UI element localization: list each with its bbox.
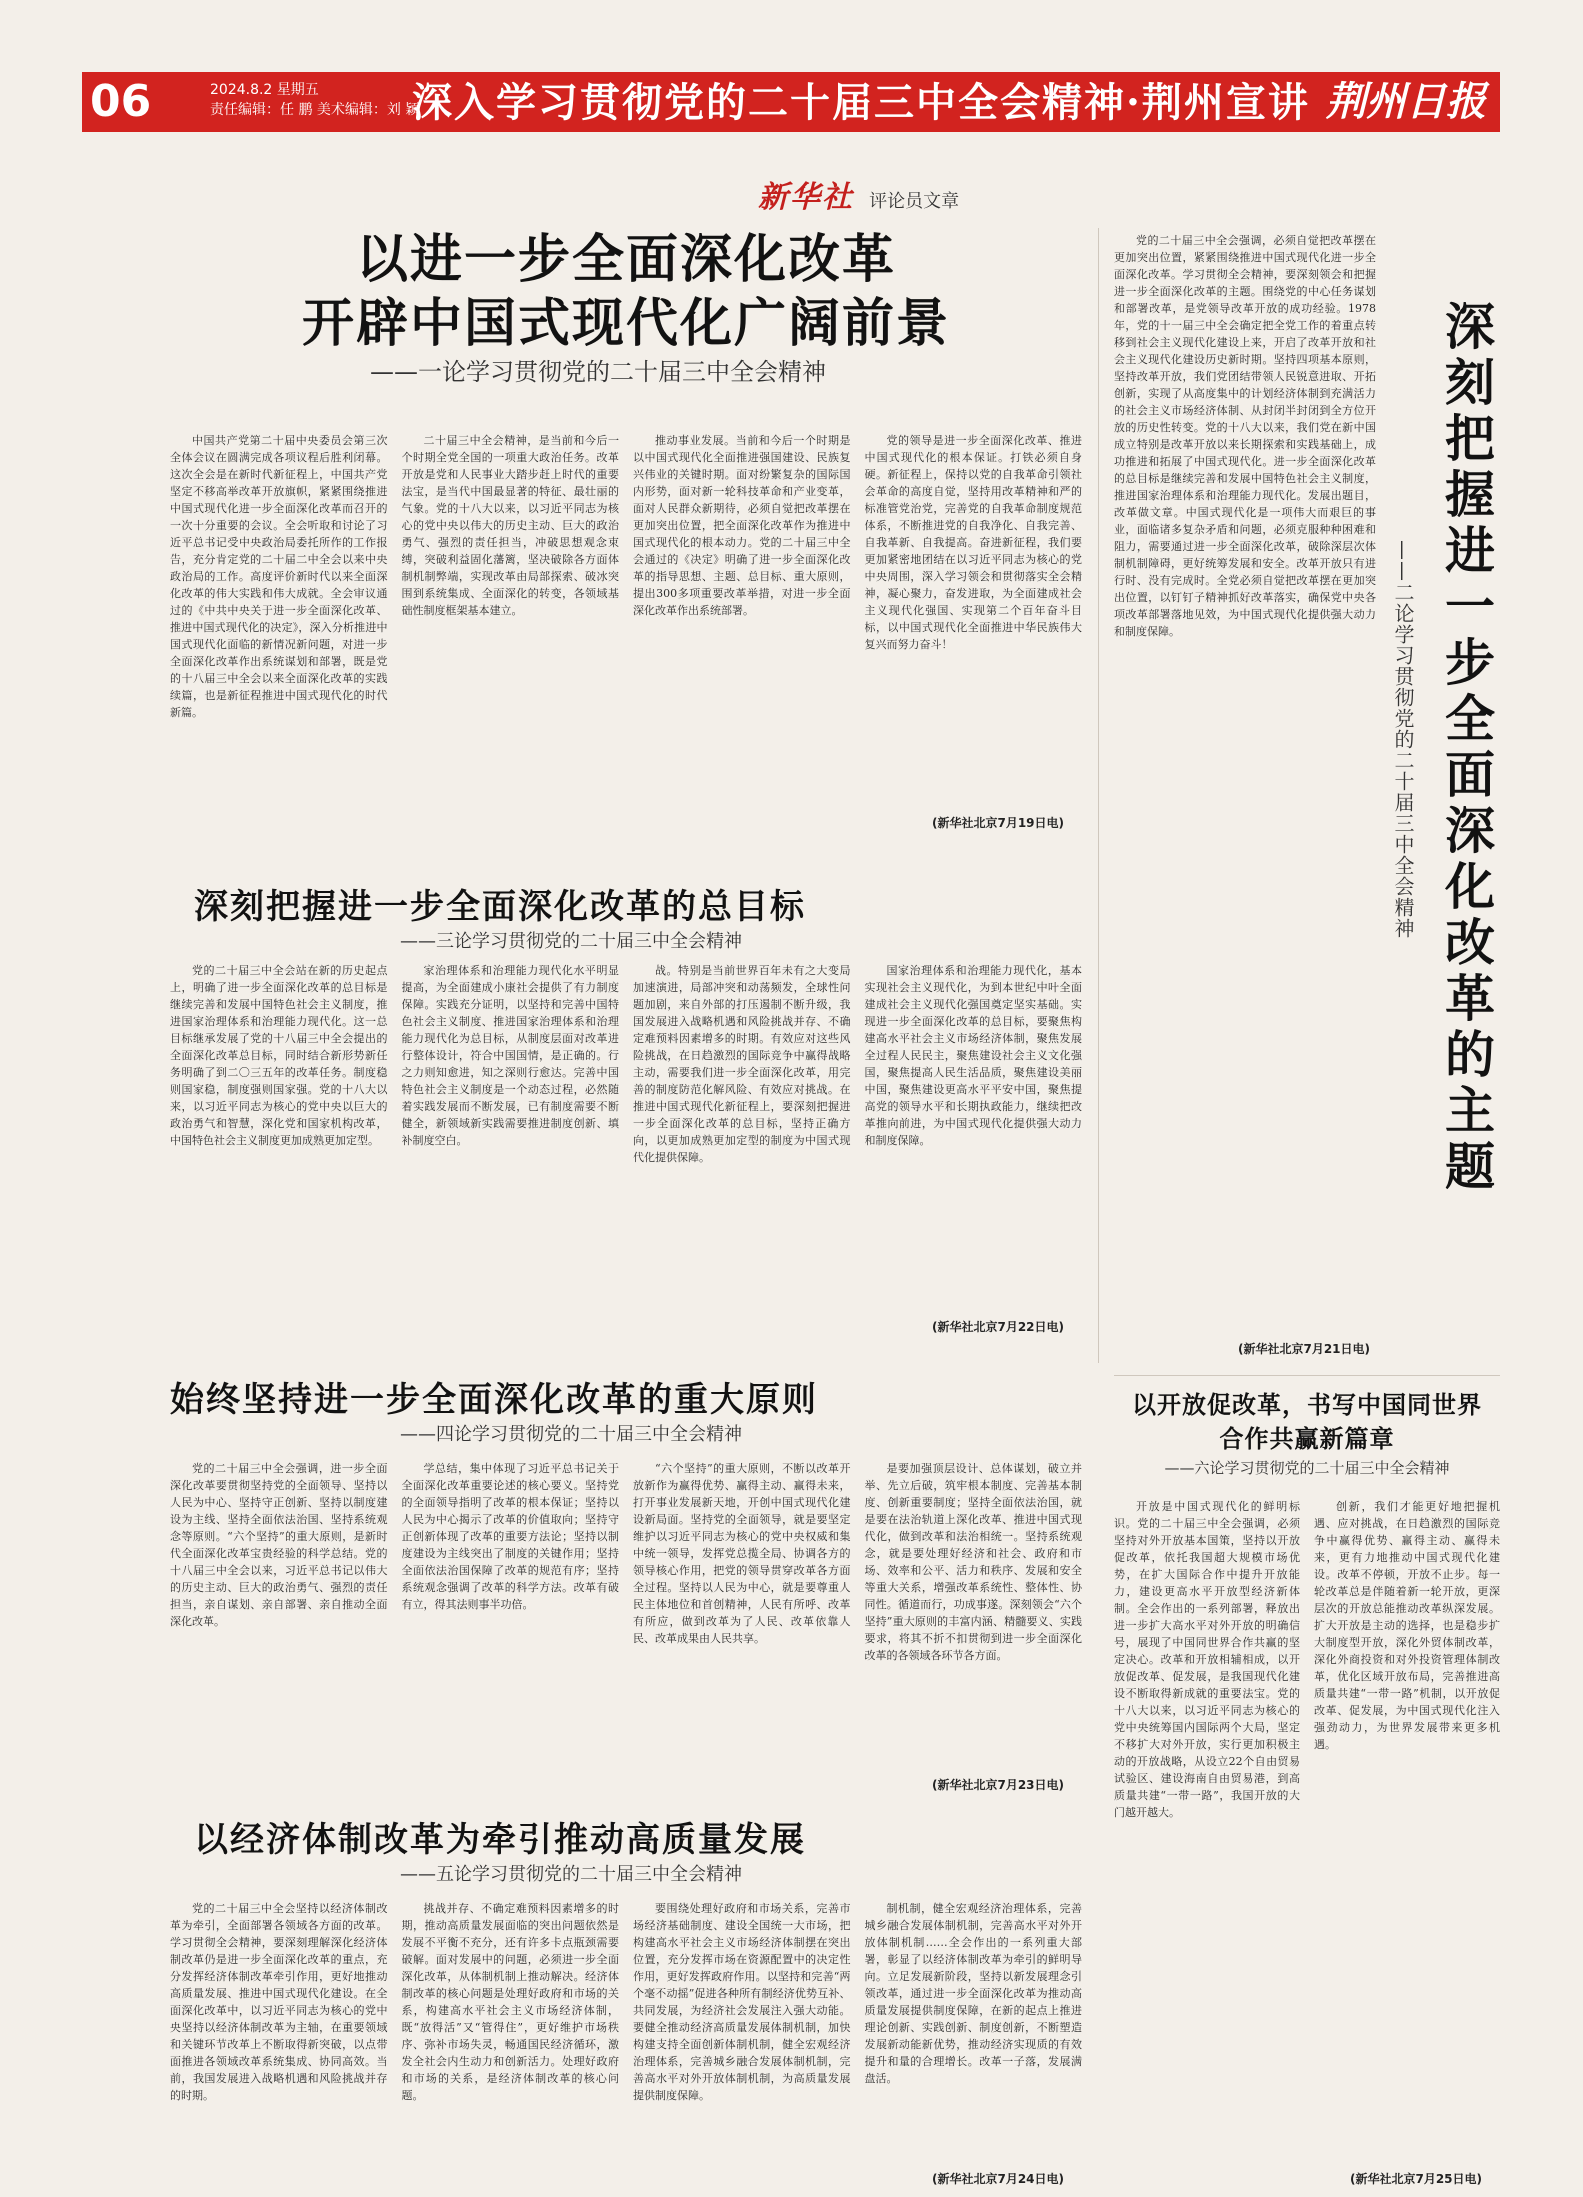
article-5-body	[170, 1900, 1082, 2166]
article-6-title-line2: 合作共赢新篇章	[1219, 1424, 1395, 1453]
article-1-body	[170, 432, 1082, 812]
article-4-col-3: “六个坚持”的重大原则，不断以改革开放新作为赢得优势、赢得主动、赢得未来，打开事业发展新天地，开创中国式现代化建设新局面。坚持党的全面领导，就是要坚定维护以习近平同志为核心的党中央权威和集中统一领导，发挥党总揽全局、协调各方的领导核心作用，把党的领导贯穿改革各方面全过程。坚持以人民为中心，就是要尊重人民主体地位和首创精神，人民有所呼、改革有所应，做到改革为了人民、改革依靠人民、改革成果由人民共享。	[633, 1462, 851, 1645]
article-2-col-1: 党的二十届三中全会强调，必须自觉把改革摆在更加突出位置，紧紧围绕推进中国式现代化进一步全面深化改革。学习贯彻全会精神，要深刻领会和把握进一步全面深化改革的主题。围绕党的中心任务谋划和部署改革，是党领导改革开放的成功经验。1978年，党的十一届三中全会确定把全党工作的着重点转移到社会主义现代化建设上来，开启了改革开放和社会主义现代化建设历史新时期。坚持四项基本原则，坚持改革开放，我们党团结带领人民锐意进取、开拓创新，实现了从高度集中的计划经济体制到充满活力的社会主义市场经济体制、从封闭半封闭到全方位开放的历史性转变。党的十八大以来，我们党在新中国成立特别是改革开放以来长期探索和实践基础上，成功推进和拓展了中国式现代化。进一步全面深化改革的总目标是继续完善和发展中国特色社会主义制度，推进国家治理体系和治理能力现代化。发展出题目，改革做文章。中国式现代化是一项伟大而艰巨的事业，面临诸多复杂矛盾和问题，必须克服种种困难和阻力，需要通过进一步全面深化改革，破除深层次体制机制障碍，更好统筹发展和安全。改革开放只有进行时、没有完成时。全党必须自觉把改革摆在更加突出位置，以钉钉子精神抓好改革落实，确保党中央各项改革部署落地见效，为中国式现代化提供强大动力和制度保障。	[1114, 234, 1376, 638]
section-theme: 深入学习贯彻党的二十届三中全会精神·荆州宣讲	[412, 79, 1310, 126]
column-divider	[1098, 228, 1099, 1363]
article-3-signature: (新华社北京7月22日电)	[932, 1320, 1065, 1334]
article-3-col-3: 战。特别是当前世界百年未有之大变局加速演进，局部冲突和动荡频发，全球性问题加剧，来自外部的打压遏制不断升级，我国发展进入战略机遇和风险挑战并存、不确定难预料因素增多的时期。有效应对这些风险挑战，在日趋激烈的国际竞争中赢得战略主动，需要我们进一步全面深化改革，用完善的制度防范化解风险、有效应对挑战。在推进中国式现代化新征程上，要深刻把握进一步全面深化改革的总目标，坚持正确方向，以更加成熟更加定型的制度为中国式现代化提供保障。	[633, 964, 851, 1164]
article-3-title: 深刻把握进一步全面深化改革的总目标	[194, 887, 806, 927]
article-1-col-3: 推动事业发展。当前和今后一个时期是以中国式现代化全面推进强国建设、民族复兴伟业的关键时期。面对纷繁复杂的国际国内形势，面对新一轮科技革命和产业变革，面对人民群众新期待，必须自觉把改革摆在更加突出位置，把全面深化改革作为推进中国式现代化的根本动力。党的二十届三中全会通过的《决定》明确了进一步全面深化改革的指导思想、主题、总目标、重大原则，提出300多项重要改革举措，对进一步全面深化改革作出系统部署。	[633, 434, 851, 617]
article-1-col-1: 中国共产党第二十届中央委员会第三次全体会议在圆满完成各项议程后胜利闭幕。这次全会是在新时代新征程上，中国共产党坚定不移高举改革开放旗帜，紧紧围绕推进中国式现代化进一步全面深化改革而召开的一次十分重要的会议。全会听取和讨论了习近平总书记受中央政治局委托所作的工作报告，充分肯定党的二十届二中全会以来中央政治局的工作。高度评价新时代以来全面深化改革的伟大实践和伟大成就。全会审议通过的《中共中央关于进一步全面深化改革、推进中国式现代化的决定》，深入分析推进中国式现代化面临的新情况新问题，对进一步全面深化改革作出系统谋划和部署，既是党的十八届三中全会以来全面深化改革的实践续篇，也是新征程推进中国式现代化的时代新篇。	[170, 434, 388, 719]
article-6-top-rule	[1114, 1375, 1500, 1376]
article-2-vertical-title: 深刻把握进一步全面深化改革的主题	[1437, 300, 1496, 1196]
article-6-col-2: 创新，我们才能更好地把握机遇、应对挑战，在日趋激烈的国际竞争中赢得优势、赢得主动、赢得未来，更有力地推动中国式现代化建设。改革不停顿，开放不止步。每一轮改革总是伴随着新一轮开放，更深层次的开放总能推动改革纵深发展。扩大开放是主动的选择，也是稳步扩大制度型开放，深化外贸体制改革，深化外商投资和对外投资管理体制改革，优化区域开放布局，完善推进高质量共建“一带一路”机制，以开放促改革、促发展，为中国式现代化注入强劲动力，为世界发展带来更多机遇。	[1314, 1500, 1500, 1751]
kicker-label: 评论员文章	[869, 191, 960, 212]
article-3-col-4: 国家治理体系和治理能力现代化，基本实现社会主义现代化，为到本世纪中叶全面建成社会主义现代化强国奠定坚实基础。实现进一步全面深化改革的总目标，要聚焦构建高水平社会主义市场经济体制，聚焦发展全过程人民民主，聚焦建设社会主义文化强国，聚焦提高人民生活品质，聚焦建设美丽中国，聚焦建设更高水平平安中国，聚焦提高党的领导水平和长期执政能力，继续把改革推向前进，为中国式现代化提供强大动力和制度保障。	[864, 964, 1082, 1147]
article-4-signature: (新华社北京7月23日电)	[932, 1778, 1065, 1792]
article-1	[170, 228, 1082, 388]
article-2-signature: (新华社北京7月21日电)	[1238, 1342, 1371, 1356]
article-6-body	[1114, 1498, 1500, 2166]
article-5	[170, 1818, 1082, 1888]
article-4	[170, 1378, 1082, 1448]
article-6-col-1: 开放是中国式现代化的鲜明标识。党的二十届三中全会强调，必须坚持对外开放基本国策，坚持以开放促改革，依托我国超大规模市场优势，在扩大国际合作中提升开放能力，建设更高水平开放型经济新体制。全会作出的一系列部署，释放出进一步扩大高水平对外开放的明确信号，展现了中国同世界合作共赢的坚定决心。改革和开放相辅相成，以开放促改革、促发展，是我国现代化建设不断取得新成就的重要法宝。党的十八大以来，以习近平同志为核心的党中央统筹国内国际两个大局，坚定不移扩大对外开放，实行更加积极主动的开放战略，从设立22个自由贸易试验区、建设海南自由贸易港，到高质量共建“一带一路”，我国开放的大门越开越大。	[1114, 1500, 1300, 1819]
article-5-signature: (新华社北京7月24日电)	[932, 2172, 1065, 2186]
article-6	[1114, 1388, 1500, 1480]
article-6-signature: (新华社北京7月25日电)	[1350, 2172, 1483, 2186]
article-1-title-line2: 开辟中国式现代化广阔前景	[301, 293, 950, 354]
article-5-subtitle: ——五论学习贯彻党的二十届三中全会精神	[400, 1864, 742, 1885]
article-1-subtitle: ——一论学习贯彻党的二十届三中全会精神	[370, 358, 826, 386]
article-1-title-line1: 以进一步全面深化改革	[355, 229, 896, 290]
article-2-vertical-subtitle: ——二论学习贯彻党的二十届三中全会精神	[1391, 540, 1415, 939]
article-5-col-2: 挑战并存、不确定难预料因素增多的时期，推动高质量发展面临的突出问题依然是发展不平衡不充分，还有许多卡点瓶颈需要破解。面对发展中的问题，必须进一步全面深化改革，从体制机制上推动解决。经济体制改革的核心问题是处理好政府和市场的关系，构建高水平社会主义市场经济体制，既“放得活”又“管得住”，更好维护市场秩序、弥补市场失灵，畅通国民经济循环，激发全社会内生动力和创新活力。处理好政府和市场的关系，是经济体制改革的核心问题。	[401, 1902, 619, 2102]
article-5-col-3: 要围绕处理好政府和市场关系，完善市场经济基础制度、建设全国统一大市场，把构建高水平社会主义市场经济体制摆在突出位置，充分发挥市场在资源配置中的决定性作用，更好发挥政府作用。以坚持和完善“两个毫不动摇”促进各种所有制经济优势互补、共同发展，为经济社会发展注入强大动能。要健全推动经济高质量发展体制机制，加快构建支持全面创新体制机制，健全宏观经济治理体系，完善城乡融合发展体制机制，完善高水平对外开放体制机制，为高质量发展提供制度保障。	[633, 1902, 851, 2102]
article-4-col-4: 是要加强顶层设计、总体谋划，破立并举、先立后破，筑牢根本制度、完善基本制度、创新重要制度；坚持全面依法治国，就是要在法治轨道上深化改革、推进中国式现代化，做到改革和法治相统一。坚持系统观念，就是要处理好经济和社会、政府和市场、效率和公平、活力和秩序、发展和安全等重大关系，增强改革系统性、整体性、协同性。循道而行，功成事遂。深刻领会“六个坚持”重大原则的丰富内涵、精髓要义、实践要求，将其不折不扣贯彻到进一步全面深化改革的各领域各环节各方面。	[864, 1462, 1082, 1662]
article-1-signature: (新华社北京7月19日电)	[932, 816, 1065, 830]
article-3-subtitle: ——三论学习贯彻党的二十届三中全会精神	[400, 931, 742, 952]
article-5-col-1: 党的二十届三中全会坚持以经济体制改革为牵引，全面部署各领域各方面的改革。学习贯彻全会精神，要深刻理解深化经济体制改革仍是进一步全面深化改革的重点，充分发挥经济体制改革牵引作用，更好地推动高质量发展、推进中国式现代化建设。在全面深化改革中，以习近平同志为核心的党中央坚持以经济体制改革为主轴，在重要领域和关键环节改革上不断取得新突破，以点带面推进各领域改革系统集成、协同高效。当前，我国发展进入战略机遇和风险挑战并存的时期。	[170, 1902, 388, 2102]
article-4-col-1: 党的二十届三中全会强调，进一步全面深化改革要贯彻坚持党的全面领导、坚持以人民为中心、坚持守正创新、坚持以制度建设为主线、坚持全面依法治国、坚持系统观念等原则。“六个坚持”的重大原则，是新时代全面深化改革宝贵经验的科学总结。党的十八届三中全会以来，习近平总书记以伟大的历史主动、巨大的政治勇气、强烈的责任担当，亲自谋划、亲自部署、亲自推动全面深化改革。	[170, 1462, 388, 1628]
article-1-col-4: 党的领导是进一步全面深化改革、推进中国式现代化的根本保证。打铁必须自身硬。新征程上，保持以党的自我革命引领社会革命的高度自觉，坚持用改革精神和严的标准管党治党，完善党的自我革命制度规范体系，不断推进党的自我净化、自我完善、自我革新、自我提高。奋进新征程，我们要更加紧密地团结在以习近平同志为核心的党中央周围，深入学习领会和贯彻落实全会精神，凝心聚力，奋发进取，为全面建成社会主义现代化强国、实现第二个百年奋斗目标，以中国式现代化全面推进中华民族伟大复兴而努力奋斗！	[864, 434, 1082, 651]
article-5-title: 以经济体制改革为牵引推动高质量发展	[194, 1820, 806, 1860]
article-6-title-line1: 以开放促改革，书写中国同世界	[1132, 1390, 1482, 1419]
editor-line: 责任编辑：任 鹏 美术编辑：刘 颖	[210, 102, 420, 118]
article-4-title: 始终坚持进一步全面深化改革的重大原则	[170, 1380, 818, 1420]
date-line: 2024.8.2 星期五	[210, 82, 319, 98]
article-3-body	[170, 962, 1082, 1322]
article-4-col-2: 学总结，集中体现了习近平总书记关于全面深化改革重要论述的核心要义。坚持党的全面领导指明了改革的根本保证；坚持以人民为中心揭示了改革的价值取向；坚持守正创新体现了改革的重要方法论；坚持以制度建设为主线突出了制度的关键作用；坚持全面依法治国保障了改革的规范有序；坚持系统观念强调了改革的科学方法。改革有破有立，得其法则事半功倍。	[401, 1462, 619, 1611]
masthead-banner	[82, 72, 1500, 132]
xinhua-brand: 新华社	[758, 180, 854, 215]
article-1-col-2: 二十届三中全会精神，是当前和今后一个时期全党全国的一项重大政治任务。改革开放是党和人民事业大踏步赶上时代的重要法宝，是当代中国最显著的特征、最壮丽的气象。党的十八大以来，以习近平同志为核心的党中央以伟大的历史主动、巨大的政治勇气、强烈的责任担当，冲破思想观念束缚，突破利益固化藩篱，坚决破除各方面体制机制弊端，实现改革由局部探索、破冰突围到系统集成、全面深化的转变，各领域基础性制度框架基本建立。	[401, 434, 619, 617]
article-4-subtitle: ——四论学习贯彻党的二十届三中全会精神	[400, 1424, 742, 1445]
article-2-body	[1114, 232, 1376, 1332]
page-number: 06	[90, 76, 152, 127]
article-3-col-2: 家治理体系和治理能力现代化水平明显提高，为全面建成小康社会提供了有力制度保障。实践充分证明，以坚持和完善中国特色社会主义制度、推进国家治理体系和治理能力现代化为总目标，从制度层面对改革进行整体设计，符合中国国情，是正确的。行之力则知愈进，知之深则行愈达。完善中国特色社会主义制度是一个动态过程，必然随着实践发展而不断发展，已有制度需要不断健全，新领域新实践需要推进制度创新、填补制度空白。	[401, 964, 619, 1147]
article-6-subtitle: ——六论学习贯彻党的二十届三中全会精神	[1164, 1459, 1450, 1477]
newspaper-logo: 荆州日报	[1326, 78, 1486, 125]
issue-meta	[210, 80, 419, 120]
article-3	[170, 885, 1082, 955]
article-3-col-1: 党的二十届三中全会站在新的历史起点上，明确了进一步全面深化改革的总目标是继续完善和发展中国特色社会主义制度，推进国家治理体系和治理能力现代化。这一总目标继承发展了党的十八届三中全会提出的全面深化改革总目标，同时结合新形势新任务明确了到二〇三五年的改革任务。制度稳则国家稳，制度强则国家强。党的十八大以来，以习近平同志为核心的党中央以巨大的政治勇气和智慧，深化党和国家机构改革，中国特色社会主义制度更加成熟更加定型。	[170, 964, 388, 1147]
column-kicker	[758, 172, 960, 215]
article-5-col-4: 制机制，健全宏观经济治理体系，完善城乡融合发展体制机制，完善高水平对外开放体制机制……全会作出的一系列重大部署，彰显了以经济体制改革为牵引的鲜明导向。立足发展新阶段，坚持以新发展理念引领改革，通过进一步全面深化改革为推动高质量发展提供制度保障，在新的起点上推进理论创新、实践创新、制度创新，不断塑造发展新动能新优势，推动经济实现质的有效提升和量的合理增长。改革一子落，发展满盘活。	[864, 1902, 1082, 2085]
article-4-body	[170, 1460, 1082, 1778]
